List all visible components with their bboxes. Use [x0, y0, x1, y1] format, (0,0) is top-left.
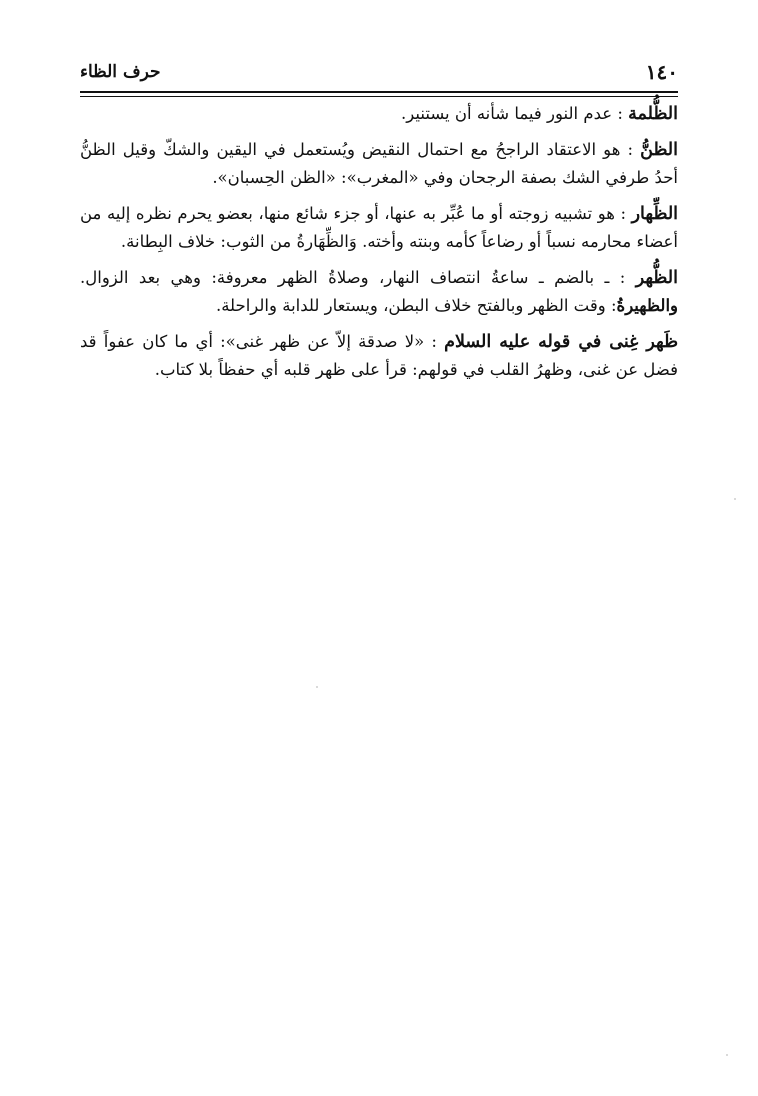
entry-definition: هو الاعتقاد الراجحُ مع احتمال النقيض ويُستعمل في اليقين والشكّ وقيل الظنُّ أحدُ طرفي الشك بصفة الرجحان وفي «المغرب»: «الظن الحِسبان». [80, 140, 678, 187]
entry-term: الظِّهار [631, 204, 679, 224]
entry-separator: : [620, 140, 641, 159]
entry-definition: ـ بالضم ـ ساعةُ انتصاف النهار، وصلاةُ الظهر معروفة: وهي بعد الزوال. [80, 268, 610, 287]
page-body [80, 100, 678, 392]
entry-supposition [80, 136, 678, 192]
entry-term: الظُّلمة [628, 104, 678, 124]
entry-definition: «لا صدقة إلاّ عن ظهر غنى»: أي ما كان عفواً قد فضل عن غنى، وظهرُ القلب في قولهم: قرأ على ظهر قلبه أي حفظاً بلا كتاب. [80, 332, 678, 379]
scan-speck [726, 1054, 728, 1056]
entry-separator: : [609, 268, 636, 287]
scan-speck [316, 686, 318, 688]
entry-separator: : [612, 104, 629, 123]
entry-definition: عدم النور فيما شأنه أن يستنير. [401, 104, 613, 123]
scan-speck [734, 498, 736, 500]
entry-subdefinition: : وقت الظهر وبالفتح خلاف البطن، ويستعار للدابة والراحلة. [215, 296, 617, 315]
entry-noon [80, 264, 678, 320]
header-rule-thin [80, 96, 678, 97]
entry-separator: : [614, 204, 632, 223]
chapter-title: حرف الظاء [80, 62, 161, 82]
page-header [80, 58, 678, 88]
entry-darkness [80, 100, 678, 128]
entry-term: الظنُّ [640, 140, 678, 160]
entry-subterm: والظهيرةُ [616, 296, 678, 315]
page-number: ١٤٠ [645, 60, 678, 84]
entry-zihar [80, 200, 678, 256]
entry-zahr-ghina [80, 328, 678, 384]
header-rule-thick [80, 91, 678, 93]
entry-definition: هو تشبيه زوجته أو ما عُبِّر به عنها، أو جزء شائع منها، بعضو يحرم نظره إليه من أعضاء محارمه نسباً أو رضاعاً كأمه وبنته وأخته. وَالظِّهَارةُ من الثوب: خلاف البِطانة. [80, 204, 678, 251]
entry-term: ظَهر غِنى في قوله عليه السلام [444, 332, 679, 352]
entry-term: الظُّهر [635, 268, 678, 288]
entry-separator: : [424, 332, 445, 351]
